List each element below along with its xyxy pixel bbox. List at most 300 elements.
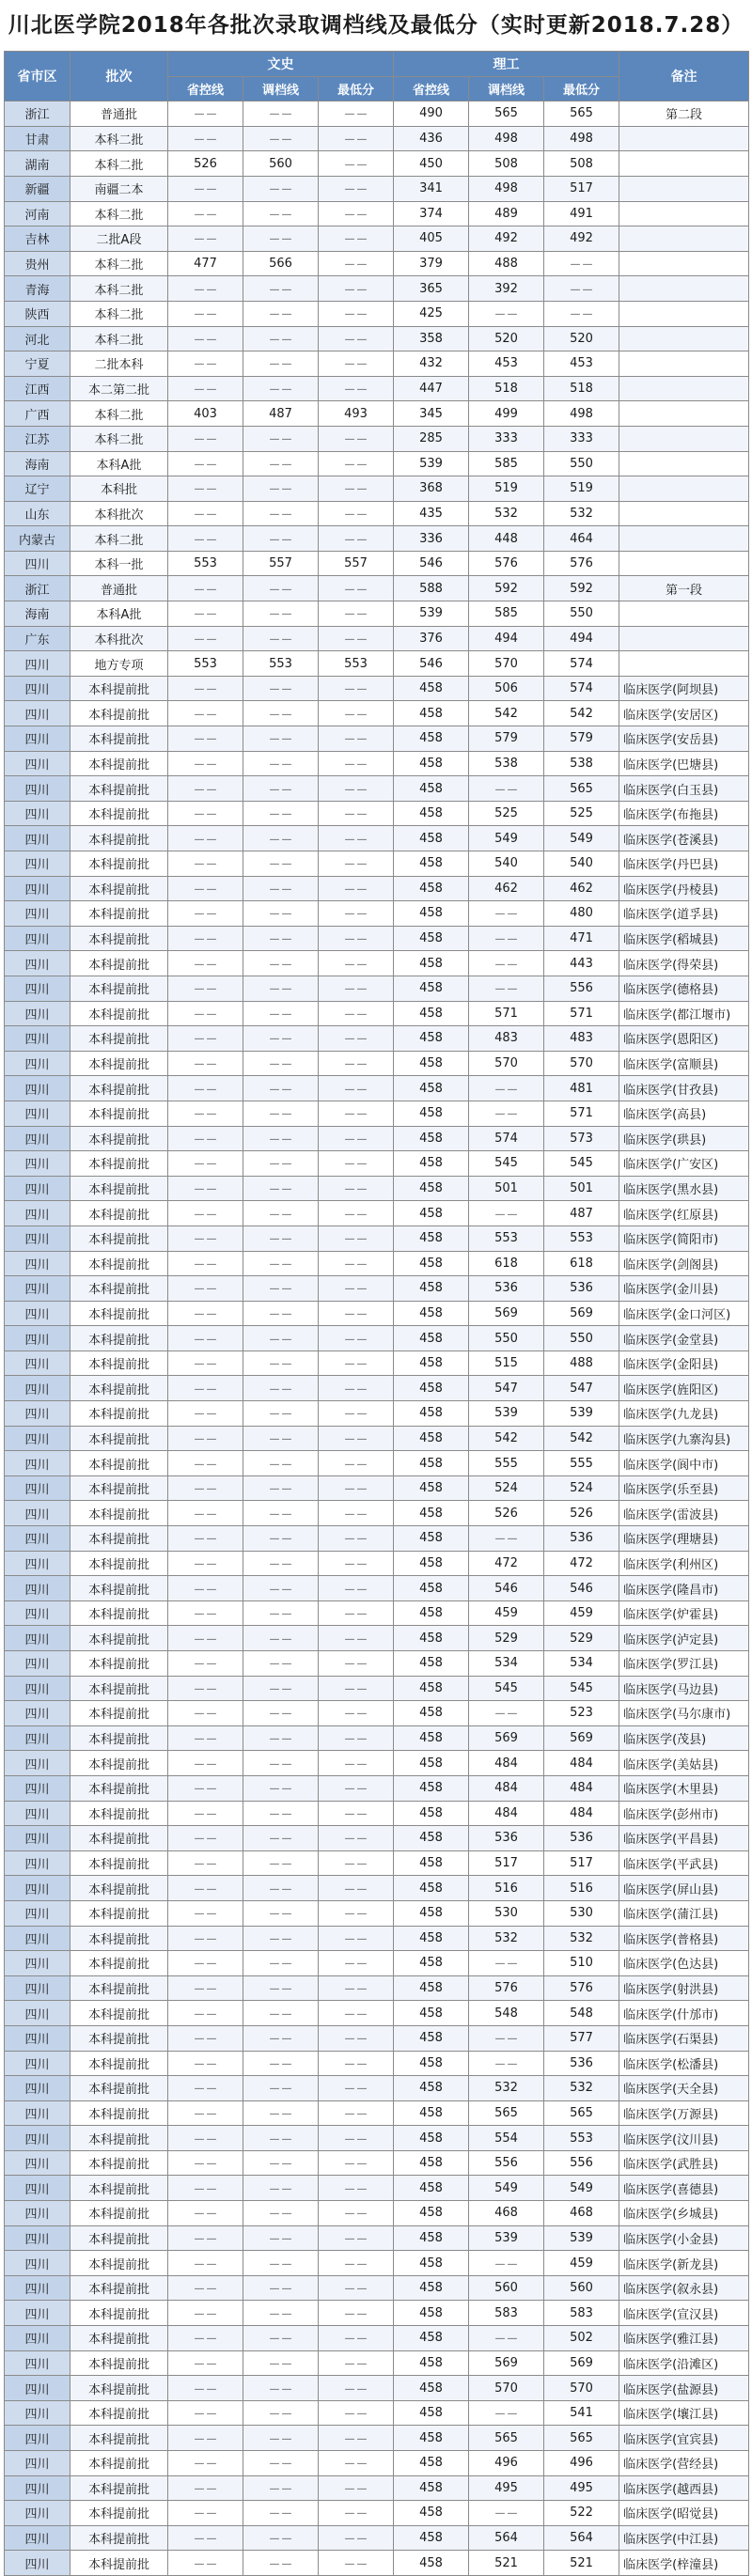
cell-batch: 本科提前批 bbox=[70, 1826, 168, 1851]
cell-province: 广东 bbox=[5, 626, 70, 651]
table-row bbox=[5, 751, 749, 776]
cell-wenshi-filing-line: －－ bbox=[243, 1051, 319, 1076]
cell-province: 四川 bbox=[5, 2400, 70, 2426]
cell-ligong-control-line: 458 bbox=[394, 826, 469, 851]
cell-wenshi-min-score: －－ bbox=[319, 1176, 394, 1201]
cell-wenshi-filing-line: －－ bbox=[243, 876, 319, 901]
table-row bbox=[5, 601, 749, 627]
cell-ligong-min-score: 556 bbox=[544, 2150, 619, 2176]
cell-wenshi-filing-line: －－ bbox=[243, 2150, 319, 2176]
cell-province: 四川 bbox=[5, 801, 70, 826]
cell-ligong-control-line: 458 bbox=[394, 2326, 469, 2351]
cell-ligong-filing-line: 570 bbox=[469, 651, 544, 677]
cell-ligong-control-line: 405 bbox=[394, 226, 469, 252]
table-row bbox=[5, 376, 749, 401]
cell-batch: 本科提前批 bbox=[70, 976, 168, 1001]
cell-batch: 本科二批 bbox=[70, 126, 168, 151]
cell-ligong-control-line: 458 bbox=[394, 701, 469, 726]
cell-wenshi-min-score: －－ bbox=[319, 601, 394, 627]
cell-batch: 本科提前批 bbox=[70, 701, 168, 726]
cell-ligong-filing-line: 570 bbox=[469, 1051, 544, 1076]
cell-province: 四川 bbox=[5, 1951, 70, 1976]
cell-province: 陕西 bbox=[5, 301, 70, 326]
table-row bbox=[5, 351, 749, 377]
cell-batch: 本科二批 bbox=[70, 326, 168, 351]
cell-ligong-filing-line: 546 bbox=[469, 1576, 544, 1601]
cell-province: 四川 bbox=[5, 2201, 70, 2226]
table-row bbox=[5, 2400, 749, 2426]
cell-wenshi-filing-line: －－ bbox=[243, 2251, 319, 2276]
cell-note: 临床医学(泸定县) bbox=[619, 1626, 749, 1651]
cell-ligong-filing-line: 538 bbox=[469, 751, 544, 776]
cell-batch: 本科提前批 bbox=[70, 1226, 168, 1251]
cell-note: 临床医学(丹巴县) bbox=[619, 851, 749, 877]
cell-province: 四川 bbox=[5, 1775, 70, 1801]
cell-wenshi-filing-line: －－ bbox=[243, 1576, 319, 1601]
cell-wenshi-filing-line: －－ bbox=[243, 1251, 319, 1276]
cell-wenshi-control-line: －－ bbox=[168, 2326, 243, 2351]
cell-wenshi-control-line: －－ bbox=[168, 1076, 243, 1101]
cell-wenshi-filing-line: －－ bbox=[243, 426, 319, 451]
cell-wenshi-min-score: －－ bbox=[319, 1426, 394, 1451]
cell-note: 临床医学(中江县) bbox=[619, 2525, 749, 2551]
cell-wenshi-min-score: －－ bbox=[319, 726, 394, 752]
cell-ligong-min-score: 565 bbox=[544, 2100, 619, 2126]
cell-wenshi-filing-line: －－ bbox=[243, 1101, 319, 1126]
cell-province: 四川 bbox=[5, 2501, 70, 2526]
table-row bbox=[5, 901, 749, 927]
cell-wenshi-min-score: －－ bbox=[319, 2301, 394, 2326]
cell-note: 临床医学(金口河区) bbox=[619, 1301, 749, 1326]
cell-wenshi-filing-line: －－ bbox=[243, 301, 319, 326]
cell-ligong-min-score: 492 bbox=[544, 226, 619, 252]
cell-ligong-control-line: 458 bbox=[394, 1626, 469, 1651]
cell-wenshi-filing-line: －－ bbox=[243, 1850, 319, 1876]
cell-ligong-min-score: 549 bbox=[544, 826, 619, 851]
cell-ligong-control-line: 458 bbox=[394, 751, 469, 776]
cell-batch: 本科提前批 bbox=[70, 2301, 168, 2326]
cell-ligong-min-score: －－ bbox=[544, 301, 619, 326]
cell-province: 四川 bbox=[5, 1876, 70, 1901]
cell-note bbox=[619, 651, 749, 677]
cell-note: 临床医学(美姑县) bbox=[619, 1751, 749, 1776]
cell-ligong-filing-line: －－ bbox=[469, 976, 544, 1001]
cell-wenshi-min-score: －－ bbox=[319, 1751, 394, 1776]
cell-ligong-min-score: 583 bbox=[544, 2301, 619, 2326]
cell-ligong-min-score: 539 bbox=[544, 2225, 619, 2251]
table-row bbox=[5, 1076, 749, 1101]
cell-ligong-min-score: 498 bbox=[544, 401, 619, 427]
cell-province: 四川 bbox=[5, 1501, 70, 1526]
header-wenshi: 文史 bbox=[168, 52, 394, 77]
table-row bbox=[5, 1975, 749, 2001]
cell-wenshi-min-score: －－ bbox=[319, 926, 394, 951]
cell-wenshi-control-line: －－ bbox=[168, 226, 243, 252]
cell-wenshi-control-line: －－ bbox=[168, 1751, 243, 1776]
table-row bbox=[5, 1051, 749, 1076]
cell-ligong-min-score: 532 bbox=[544, 1926, 619, 1951]
cell-wenshi-min-score: －－ bbox=[319, 1576, 394, 1601]
cell-ligong-filing-line: 489 bbox=[469, 201, 544, 226]
cell-province: 四川 bbox=[5, 2051, 70, 2076]
cell-note: 临床医学(沿滩区) bbox=[619, 2350, 749, 2376]
cell-wenshi-filing-line: －－ bbox=[243, 1126, 319, 1151]
cell-ligong-control-line: 458 bbox=[394, 926, 469, 951]
cell-ligong-control-line: 458 bbox=[394, 1551, 469, 1576]
cell-wenshi-filing-line: －－ bbox=[243, 1276, 319, 1302]
cell-wenshi-control-line: －－ bbox=[168, 351, 243, 377]
cell-ligong-min-score: 522 bbox=[544, 2501, 619, 2526]
cell-ligong-control-line: 458 bbox=[394, 1926, 469, 1951]
table-row bbox=[5, 1900, 749, 1926]
cell-ligong-min-score: 564 bbox=[544, 2525, 619, 2551]
table-row bbox=[5, 1401, 749, 1427]
subheader-wenshi-min-score: 最低分 bbox=[319, 76, 394, 101]
cell-ligong-min-score: 525 bbox=[544, 801, 619, 826]
cell-wenshi-filing-line: －－ bbox=[243, 1551, 319, 1576]
cell-province: 四川 bbox=[5, 2451, 70, 2476]
cell-wenshi-filing-line: －－ bbox=[243, 1451, 319, 1476]
cell-ligong-control-line: 458 bbox=[394, 801, 469, 826]
cell-note bbox=[619, 501, 749, 526]
cell-batch: 南疆二本 bbox=[70, 176, 168, 201]
table-row bbox=[5, 651, 749, 677]
cell-note bbox=[619, 176, 749, 201]
cell-ligong-control-line: 379 bbox=[394, 251, 469, 276]
cell-wenshi-control-line: －－ bbox=[168, 2400, 243, 2426]
cell-wenshi-control-line: －－ bbox=[168, 1301, 243, 1326]
cell-ligong-filing-line: 459 bbox=[469, 1600, 544, 1626]
cell-note bbox=[619, 451, 749, 476]
cell-batch: 本科提前批 bbox=[70, 1251, 168, 1276]
cell-ligong-min-score: 574 bbox=[544, 676, 619, 701]
cell-ligong-min-score: 569 bbox=[544, 1301, 619, 1326]
table-row bbox=[5, 1526, 749, 1552]
cell-note: 临床医学(盐源县) bbox=[619, 2376, 749, 2401]
cell-ligong-min-score: 472 bbox=[544, 1551, 619, 1576]
cell-ligong-control-line: 458 bbox=[394, 1126, 469, 1151]
cell-wenshi-min-score: －－ bbox=[319, 326, 394, 351]
cell-ligong-control-line: 450 bbox=[394, 151, 469, 177]
cell-ligong-control-line: 458 bbox=[394, 1751, 469, 1776]
table-row bbox=[5, 1775, 749, 1801]
cell-ligong-control-line: 458 bbox=[394, 1975, 469, 2001]
cell-ligong-min-score: 494 bbox=[544, 626, 619, 651]
cell-ligong-min-score: 529 bbox=[544, 1626, 619, 1651]
table-row bbox=[5, 2475, 749, 2501]
cell-wenshi-control-line: －－ bbox=[168, 951, 243, 976]
cell-ligong-min-score: 333 bbox=[544, 426, 619, 451]
cell-batch: 本科提前批 bbox=[70, 1176, 168, 1201]
cell-batch: 本科提前批 bbox=[70, 1600, 168, 1626]
cell-ligong-control-line: 458 bbox=[394, 1226, 469, 1251]
cell-wenshi-filing-line: －－ bbox=[243, 2225, 319, 2251]
cell-wenshi-filing-line: －－ bbox=[243, 501, 319, 526]
cell-wenshi-filing-line: －－ bbox=[243, 826, 319, 851]
cell-wenshi-min-score: －－ bbox=[319, 126, 394, 151]
cell-wenshi-control-line: －－ bbox=[168, 2275, 243, 2301]
cell-ligong-filing-line: 539 bbox=[469, 1401, 544, 1427]
cell-ligong-filing-line: 542 bbox=[469, 701, 544, 726]
cell-ligong-control-line: 458 bbox=[394, 2501, 469, 2526]
cell-batch: 本科提前批 bbox=[70, 2326, 168, 2351]
table-row bbox=[5, 1951, 749, 1976]
cell-note bbox=[619, 226, 749, 252]
cell-batch: 本科提前批 bbox=[70, 1401, 168, 1427]
cell-batch: 本科提前批 bbox=[70, 951, 168, 976]
table-row bbox=[5, 976, 749, 1001]
cell-batch: 本科提前批 bbox=[70, 1801, 168, 1826]
cell-province: 河北 bbox=[5, 326, 70, 351]
cell-province: 四川 bbox=[5, 2326, 70, 2351]
cell-wenshi-filing-line: －－ bbox=[243, 2501, 319, 2526]
cell-wenshi-filing-line: －－ bbox=[243, 726, 319, 752]
cell-ligong-control-line: 458 bbox=[394, 1775, 469, 1801]
cell-note: 临床医学(剑阁县) bbox=[619, 1251, 749, 1276]
cell-note: 临床医学(罗江县) bbox=[619, 1651, 749, 1677]
cell-province: 四川 bbox=[5, 751, 70, 776]
cell-wenshi-min-score: －－ bbox=[319, 776, 394, 802]
cell-province: 四川 bbox=[5, 1725, 70, 1751]
cell-note: 临床医学(昭觉县) bbox=[619, 2501, 749, 2526]
table-row bbox=[5, 1801, 749, 1826]
cell-ligong-filing-line: 569 bbox=[469, 1301, 544, 1326]
cell-ligong-control-line: 458 bbox=[394, 2176, 469, 2201]
cell-wenshi-control-line: －－ bbox=[168, 1376, 243, 1401]
cell-ligong-filing-line: 565 bbox=[469, 101, 544, 127]
table-row bbox=[5, 2025, 749, 2051]
cell-batch: 本科提前批 bbox=[70, 1101, 168, 1126]
table-row bbox=[5, 2251, 749, 2276]
cell-wenshi-filing-line: －－ bbox=[243, 2076, 319, 2101]
cell-ligong-min-score: 532 bbox=[544, 501, 619, 526]
cell-ligong-filing-line: 536 bbox=[469, 1826, 544, 1851]
table-row bbox=[5, 1850, 749, 1876]
cell-ligong-min-score: 459 bbox=[544, 2251, 619, 2276]
table-row bbox=[5, 1251, 749, 1276]
cell-ligong-filing-line: －－ bbox=[469, 1701, 544, 1726]
cell-wenshi-control-line: －－ bbox=[168, 1101, 243, 1126]
table-row bbox=[5, 1626, 749, 1651]
cell-ligong-control-line: 458 bbox=[394, 1076, 469, 1101]
cell-wenshi-filing-line: －－ bbox=[243, 376, 319, 401]
cell-ligong-min-score: 530 bbox=[544, 1900, 619, 1926]
cell-wenshi-control-line: －－ bbox=[168, 451, 243, 476]
cell-batch: 本科提前批 bbox=[70, 2400, 168, 2426]
cell-note: 临床医学(叙永县) bbox=[619, 2275, 749, 2301]
table-row bbox=[5, 2051, 749, 2076]
table-row bbox=[5, 1725, 749, 1751]
cell-note: 临床医学(蒲江县) bbox=[619, 1900, 749, 1926]
cell-ligong-control-line: 458 bbox=[394, 1876, 469, 1901]
cell-ligong-control-line: 458 bbox=[394, 1676, 469, 1701]
cell-ligong-filing-line: 530 bbox=[469, 1900, 544, 1926]
cell-wenshi-filing-line: －－ bbox=[243, 1426, 319, 1451]
cell-note: 临床医学(乐至县) bbox=[619, 1475, 749, 1501]
cell-wenshi-filing-line: －－ bbox=[243, 1201, 319, 1226]
cell-ligong-filing-line: 492 bbox=[469, 226, 544, 252]
cell-province: 四川 bbox=[5, 1926, 70, 1951]
cell-note: 临床医学(丹棱县) bbox=[619, 876, 749, 901]
cell-ligong-control-line: 447 bbox=[394, 376, 469, 401]
cell-wenshi-min-score: －－ bbox=[319, 851, 394, 877]
table-row bbox=[5, 176, 749, 201]
cell-wenshi-filing-line: －－ bbox=[243, 2400, 319, 2426]
cell-ligong-control-line: 458 bbox=[394, 1600, 469, 1626]
cell-batch: 本科提前批 bbox=[70, 2551, 168, 2576]
cell-wenshi-filing-line: －－ bbox=[243, 2301, 319, 2326]
cell-ligong-min-score: 501 bbox=[544, 1176, 619, 1201]
header-note: 备注 bbox=[619, 52, 749, 101]
cell-ligong-control-line: 458 bbox=[394, 1576, 469, 1601]
cell-province: 四川 bbox=[5, 2150, 70, 2176]
cell-wenshi-control-line: －－ bbox=[168, 1651, 243, 1677]
cell-wenshi-control-line: －－ bbox=[168, 1576, 243, 1601]
cell-batch: 本科提前批 bbox=[70, 1301, 168, 1326]
table-row bbox=[5, 2201, 749, 2226]
cell-note bbox=[619, 376, 749, 401]
cell-note: 临床医学(金川县) bbox=[619, 1276, 749, 1302]
cell-wenshi-filing-line: －－ bbox=[243, 1001, 319, 1026]
cell-ligong-filing-line: 536 bbox=[469, 1276, 544, 1302]
table-row bbox=[5, 1475, 749, 1501]
cell-ligong-control-line: 458 bbox=[394, 851, 469, 877]
cell-wenshi-control-line: －－ bbox=[168, 276, 243, 302]
cell-wenshi-min-score: －－ bbox=[319, 1251, 394, 1276]
table-row bbox=[5, 801, 749, 826]
cell-ligong-filing-line: 576 bbox=[469, 1975, 544, 2001]
cell-note: 临床医学(武胜县) bbox=[619, 2150, 749, 2176]
cell-wenshi-control-line: －－ bbox=[168, 1975, 243, 2001]
cell-note: 临床医学(茂县) bbox=[619, 1725, 749, 1751]
cell-wenshi-filing-line: －－ bbox=[243, 226, 319, 252]
cell-ligong-control-line: 432 bbox=[394, 351, 469, 377]
cell-ligong-filing-line: 520 bbox=[469, 326, 544, 351]
cell-ligong-filing-line: －－ bbox=[469, 1951, 544, 1976]
cell-ligong-filing-line: 532 bbox=[469, 1926, 544, 1951]
table-row bbox=[5, 1876, 749, 1901]
cell-province: 四川 bbox=[5, 1151, 70, 1177]
cell-ligong-filing-line: 333 bbox=[469, 426, 544, 451]
cell-note: 临床医学(小金县) bbox=[619, 2225, 749, 2251]
cell-wenshi-control-line: －－ bbox=[168, 2251, 243, 2276]
cell-note: 临床医学(安岳县) bbox=[619, 726, 749, 752]
cell-wenshi-control-line: －－ bbox=[168, 526, 243, 552]
cell-wenshi-control-line: －－ bbox=[168, 2475, 243, 2501]
table-row bbox=[5, 226, 749, 252]
cell-province: 四川 bbox=[5, 1551, 70, 1576]
cell-province: 河南 bbox=[5, 201, 70, 226]
cell-batch: 本科提前批 bbox=[70, 1975, 168, 2001]
cell-note: 临床医学(天全县) bbox=[619, 2076, 749, 2101]
cell-note: 临床医学(宜宾县) bbox=[619, 2426, 749, 2451]
cell-ligong-control-line: 458 bbox=[394, 976, 469, 1001]
cell-note: 临床医学(恩阳区) bbox=[619, 1026, 749, 1052]
cell-province: 四川 bbox=[5, 1701, 70, 1726]
table-row bbox=[5, 451, 749, 476]
cell-ligong-control-line: 425 bbox=[394, 301, 469, 326]
cell-note: 临床医学(布拖县) bbox=[619, 801, 749, 826]
cell-wenshi-control-line: －－ bbox=[168, 751, 243, 776]
cell-ligong-min-score: 453 bbox=[544, 351, 619, 377]
cell-ligong-control-line: 458 bbox=[394, 1651, 469, 1677]
cell-ligong-control-line: 458 bbox=[394, 2525, 469, 2551]
cell-batch: 本科提前批 bbox=[70, 676, 168, 701]
cell-wenshi-control-line: －－ bbox=[168, 901, 243, 927]
table-row bbox=[5, 1501, 749, 1526]
cell-wenshi-min-score: －－ bbox=[319, 1900, 394, 1926]
cell-ligong-min-score: 555 bbox=[544, 1451, 619, 1476]
cell-wenshi-min-score: －－ bbox=[319, 251, 394, 276]
cell-ligong-min-score: 574 bbox=[544, 651, 619, 677]
table-row bbox=[5, 826, 749, 851]
table-row bbox=[5, 2176, 749, 2201]
cell-province: 四川 bbox=[5, 1401, 70, 1427]
cell-province: 四川 bbox=[5, 1051, 70, 1076]
cell-ligong-min-score: 524 bbox=[544, 1475, 619, 1501]
cell-batch: 本科提前批 bbox=[70, 2001, 168, 2026]
cell-ligong-filing-line: －－ bbox=[469, 2326, 544, 2351]
cell-province: 四川 bbox=[5, 1376, 70, 1401]
cell-wenshi-control-line: －－ bbox=[168, 2501, 243, 2526]
cell-wenshi-filing-line: －－ bbox=[243, 2551, 319, 2576]
cell-ligong-control-line: 368 bbox=[394, 476, 469, 502]
cell-wenshi-control-line: －－ bbox=[168, 976, 243, 1001]
cell-ligong-control-line: 458 bbox=[394, 2076, 469, 2101]
cell-wenshi-filing-line: －－ bbox=[243, 1826, 319, 1851]
cell-wenshi-control-line: －－ bbox=[168, 1676, 243, 1701]
table-row bbox=[5, 2126, 749, 2151]
cell-batch: 本科提前批 bbox=[70, 751, 168, 776]
table-row bbox=[5, 2301, 749, 2326]
table-row bbox=[5, 2350, 749, 2376]
cell-ligong-filing-line: 468 bbox=[469, 2201, 544, 2226]
cell-note: 临床医学(万源县) bbox=[619, 2100, 749, 2126]
admission-table bbox=[4, 51, 749, 2576]
cell-ligong-control-line: 588 bbox=[394, 576, 469, 601]
cell-wenshi-filing-line: －－ bbox=[243, 1725, 319, 1751]
table-row bbox=[5, 526, 749, 552]
cell-ligong-control-line: 458 bbox=[394, 1451, 469, 1476]
cell-wenshi-min-score: －－ bbox=[319, 1076, 394, 1101]
cell-batch: 本科二批 bbox=[70, 251, 168, 276]
cell-wenshi-min-score: －－ bbox=[319, 1775, 394, 1801]
cell-ligong-min-score: 462 bbox=[544, 876, 619, 901]
cell-ligong-filing-line: －－ bbox=[469, 1526, 544, 1552]
cell-ligong-filing-line: －－ bbox=[469, 2051, 544, 2076]
table-row bbox=[5, 2451, 749, 2476]
cell-ligong-control-line: 458 bbox=[394, 1826, 469, 1851]
cell-province: 四川 bbox=[5, 1975, 70, 2001]
cell-wenshi-filing-line: －－ bbox=[243, 451, 319, 476]
cell-ligong-filing-line: 488 bbox=[469, 251, 544, 276]
cell-province: 四川 bbox=[5, 551, 70, 576]
cell-ligong-filing-line: －－ bbox=[469, 2400, 544, 2426]
cell-note: 临床医学(九龙县) bbox=[619, 1401, 749, 1427]
cell-wenshi-control-line: －－ bbox=[168, 326, 243, 351]
cell-wenshi-control-line: －－ bbox=[168, 1276, 243, 1302]
cell-ligong-min-score: 539 bbox=[544, 1401, 619, 1427]
cell-province: 四川 bbox=[5, 1301, 70, 1326]
cell-wenshi-filing-line: －－ bbox=[243, 2025, 319, 2051]
cell-wenshi-filing-line: －－ bbox=[243, 1526, 319, 1552]
cell-ligong-control-line: 458 bbox=[394, 2426, 469, 2451]
cell-province: 四川 bbox=[5, 1850, 70, 1876]
table-row bbox=[5, 2076, 749, 2101]
cell-note: 临床医学(宣汉县) bbox=[619, 2301, 749, 2326]
cell-wenshi-min-score: －－ bbox=[319, 1451, 394, 1476]
cell-ligong-min-score: 592 bbox=[544, 576, 619, 601]
